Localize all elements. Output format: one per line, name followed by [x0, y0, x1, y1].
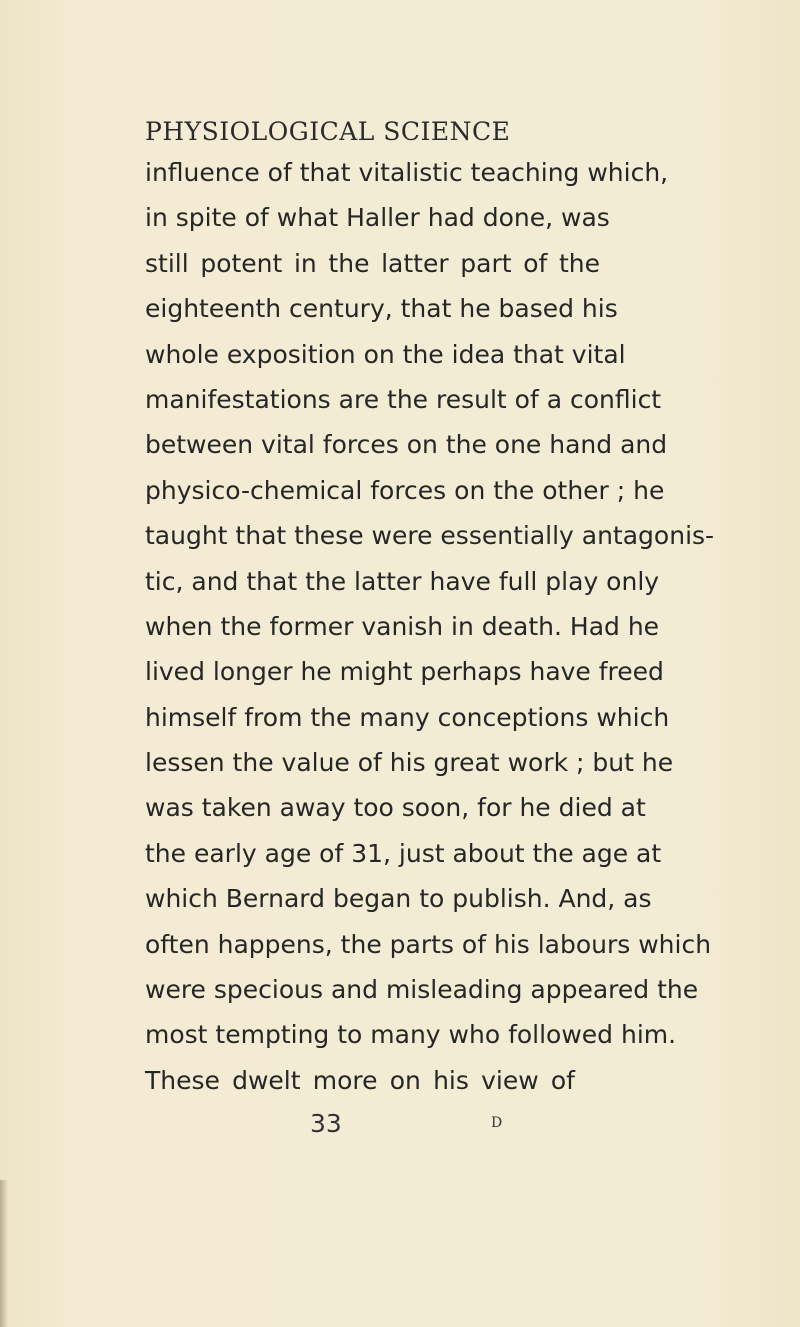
text-line: which Bernard began to publish. And, as: [145, 884, 652, 914]
body-text: [145, 150, 715, 1103]
text-line: was taken away too soon, for he died at: [145, 793, 646, 823]
text-line: were specious and misleading appeared the: [145, 975, 699, 1005]
text-line: lived longer he might perhaps have freed: [145, 657, 664, 687]
text-line: whole exposition on the idea that vital: [145, 339, 626, 369]
text-line: eighteenth century, that he based his: [145, 294, 618, 324]
text-line: between vital forces on the one hand and: [145, 430, 668, 460]
text-line: most tempting to many who followed him.: [145, 1020, 677, 1050]
text-line: influence of that vitalistic teaching which,: [145, 158, 669, 187]
text-line: the early age of 31, just about the age at: [145, 838, 662, 868]
text-line: still potent in the latter part of the: [145, 248, 600, 278]
signature-mark: D: [491, 1115, 503, 1131]
text-line: These dwelt more on his view of: [145, 1065, 575, 1095]
running-head: PHYSIOLOGICAL SCIENCE: [145, 117, 511, 146]
text-line: taught that these were essentially antagonis-: [145, 521, 715, 551]
text-line: in spite of what Haller had done, was: [145, 203, 610, 233]
text-line: manifestations are the result of a conflict: [145, 384, 662, 414]
text-line: lessen the value of his great work ; but he: [145, 748, 674, 778]
text-line: himself from the many conceptions which: [145, 702, 670, 732]
text-line: tic, and that the latter have full play only: [145, 566, 660, 596]
page-edge-shadow: [0, 1180, 8, 1327]
text-line: when the former vanish in death. Had he: [145, 611, 660, 641]
text-line: often happens, the parts of his labours which: [145, 929, 712, 959]
text-line: physico-chemical forces on the other ; he: [145, 475, 665, 505]
page-number: 33: [310, 1109, 342, 1138]
